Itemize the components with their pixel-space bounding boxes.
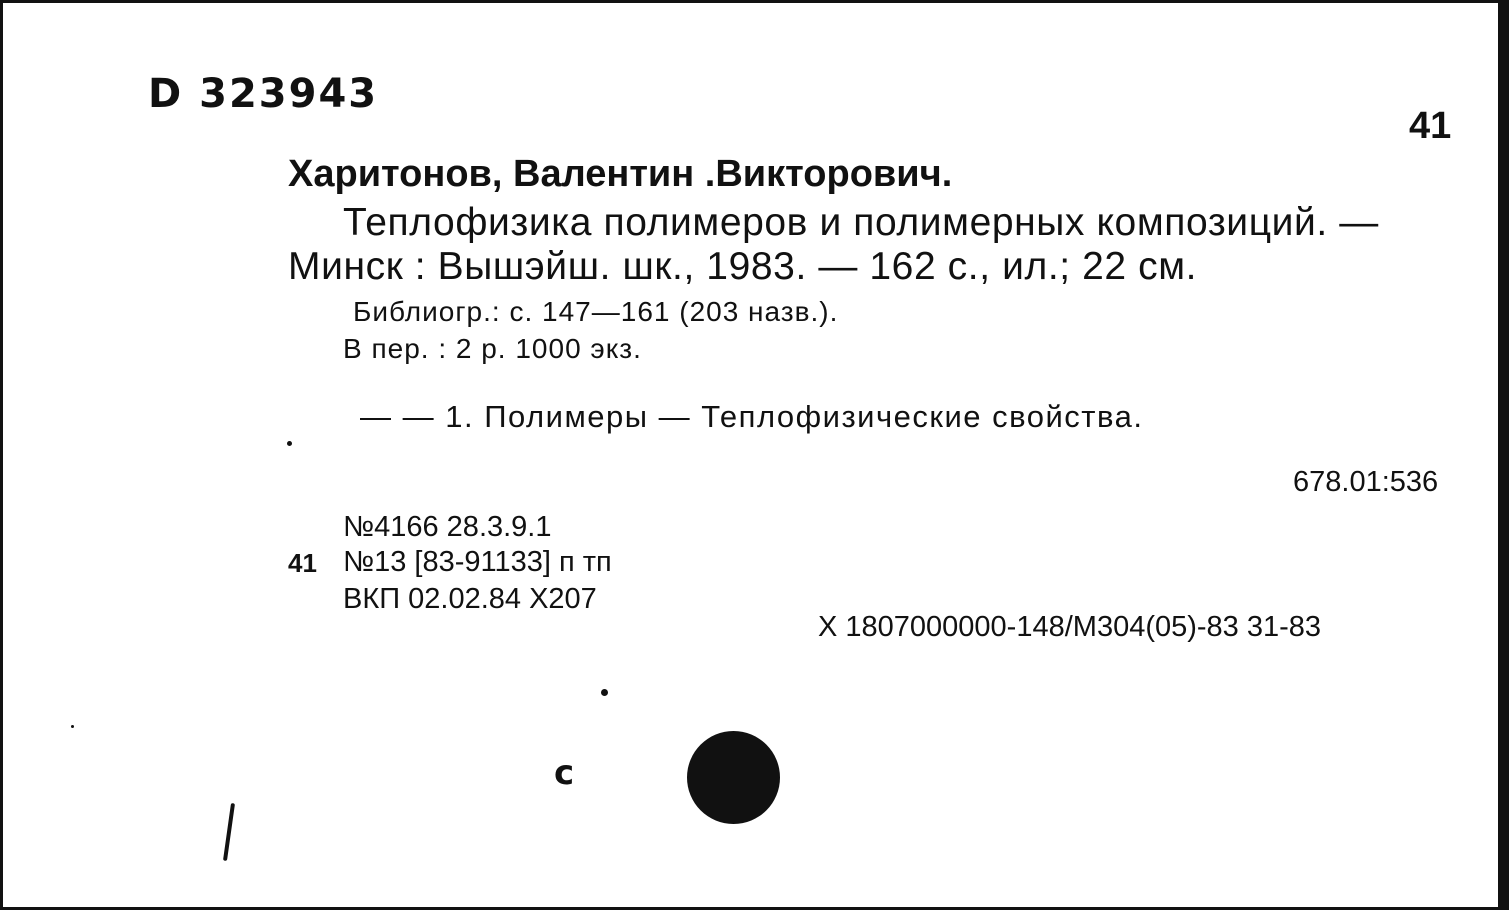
pencil-mark <box>223 803 235 861</box>
bbk-code: Х 1807000000-148/М304(05)-83 31-83 <box>818 611 1322 643</box>
subject-heading: — — 1. Полимеры — Теплофизические свойства. <box>360 399 1144 434</box>
shelf-mark: 41 <box>1409 105 1452 147</box>
author-heading: Харитонов, Валентин .Викторович. <box>288 153 953 195</box>
imprint-line: Минск : Вышэйш. шк., 1983. — 162 с., ил.; 22 см. <box>288 245 1198 288</box>
control-prefix: 41 <box>288 548 317 578</box>
price-note: В пер. : 2 р. 1000 экз. <box>343 333 642 364</box>
title-line-1: Теплофизика полимеров и полимерных композиций. — <box>343 201 1379 244</box>
control-line-3: ВКП 02.02.84 Х207 <box>343 583 597 615</box>
accession-number: D 323943 <box>148 71 379 117</box>
punch-hole <box>687 731 780 824</box>
speck-mark <box>71 725 74 728</box>
control-line-1: №4166 28.3.9.1 <box>343 511 552 543</box>
control-line-2: №13 [83-91133] п тп <box>343 546 612 578</box>
udc-code: 678.01:536 <box>1293 466 1439 498</box>
speck-mark <box>601 689 608 696</box>
bibliography-note: Библиогр.: с. 147—161 (203 назв.). <box>353 296 839 327</box>
copyright-mark: c <box>554 753 575 793</box>
speck-mark <box>287 441 292 446</box>
